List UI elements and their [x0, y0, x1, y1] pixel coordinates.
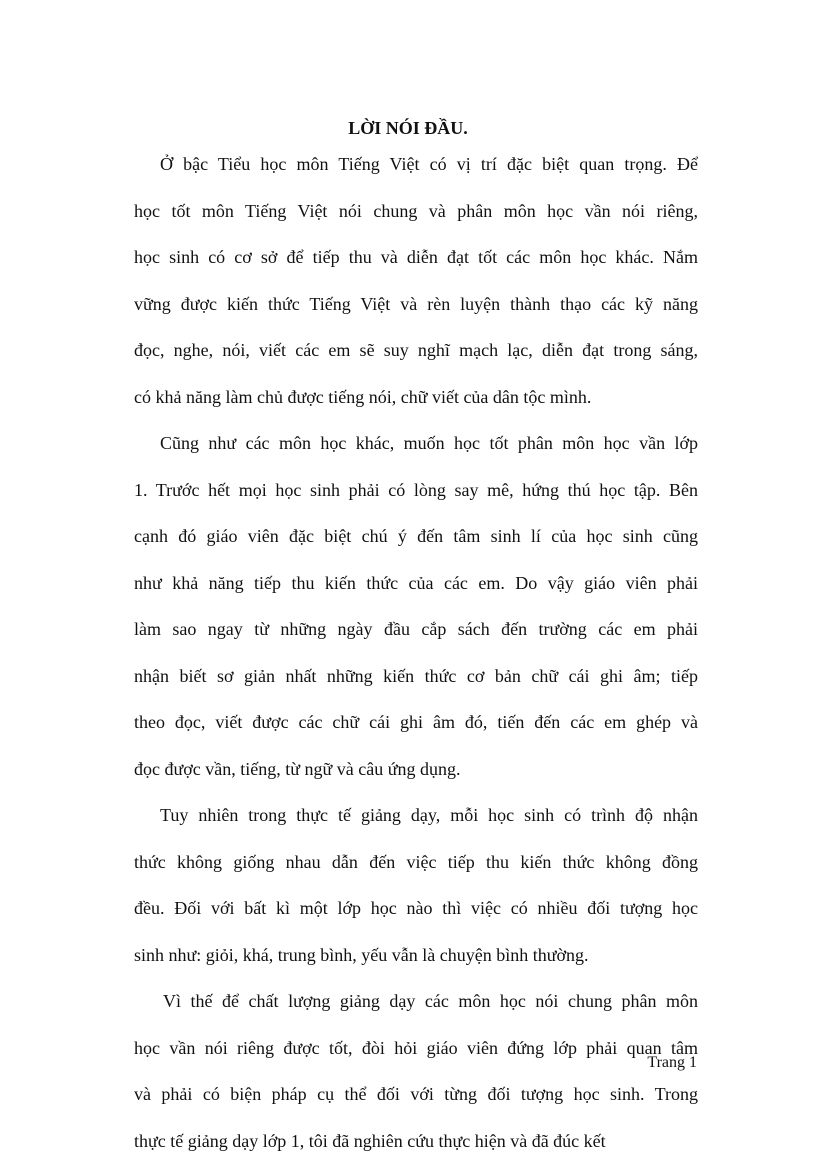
paragraph-2-line: làm sao ngay từ những ngày đầu cắp sách đến trường các em phải: [134, 619, 698, 639]
paragraph-3-line: thức không giống nhau dẫn đến việc tiếp thu kiến thức không đồng: [134, 851, 698, 872]
paragraph-2-line: đọc được vần, tiếng, từ ngữ và câu ứng dụng.: [134, 758, 461, 779]
paragraph-1-line: học sinh có cơ sở để tiếp thu và diễn đạt tốt các môn học khác. Nắm: [134, 247, 698, 267]
paragraph-2-line: 1. Trước hết mọi học sinh phải có lòng say mê, hứng thú học tập. Bên: [134, 479, 698, 500]
paragraph-4-line: và phải có biện pháp cụ thể đối với từng đối tượng học sinh. Trong: [134, 1084, 698, 1104]
paragraph-4-line: học vần nói riêng được tốt, đòi hỏi giáo viên đứng lớp phải quan tâm: [134, 1037, 698, 1058]
paragraph-2-line: như khả năng tiếp thu kiến thức của các em. Do vậy giáo viên phải: [134, 572, 698, 593]
paragraph-1-line: đọc, nghe, nói, viết các em sẽ suy nghĩ mạch lạc, diễn đạt trong sáng,: [134, 340, 698, 360]
page-number: Trang 1: [647, 1054, 697, 1071]
paragraph-2-line: Cũng như các môn học khác, muốn học tốt phân môn học vần lớp: [160, 433, 698, 453]
paragraph-4-line: thực tế giảng dạy lớp 1, tôi đã nghiên cứu thực hiện và đã đúc kết: [134, 1130, 606, 1151]
paragraph-3-line: đều. Đối với bất kì một lớp học nào thì việc có nhiều đối tượng học: [134, 898, 698, 918]
paragraph-3-line: Tuy nhiên trong thực tế giảng dạy, mỗi học sinh có trình độ nhận: [160, 805, 698, 825]
page-title: LỜI NÓI ĐẦU.: [348, 118, 468, 138]
paragraph-1-line: học tốt môn Tiếng Việt nói chung và phân môn học vần nói riêng,: [134, 200, 698, 221]
paragraph-1-line: vững được kiến thức Tiếng Việt và rèn luyện thành thạo các kỹ năng: [134, 293, 698, 314]
paragraph-3-line: sinh như: giỏi, khá, trung bình, yếu vẫn là chuyện bình thường.: [134, 944, 589, 965]
paragraph-1-line: Ở bậc Tiểu học môn Tiếng Việt có vị trí đặc biệt quan trọng. Để: [160, 154, 698, 174]
paragraph-2-line: theo đọc, viết được các chữ cái ghi âm đó, tiến đến các em ghép và: [134, 712, 698, 732]
paragraph-2-line: cạnh đó giáo viên đặc biệt chú ý đến tâm sinh lí của học sinh cũng: [134, 526, 698, 546]
paragraph-2-line: nhận biết sơ giản nhất những kiến thức cơ bản chữ cái ghi âm; tiếp: [134, 665, 698, 686]
paragraph-1-line: có khả năng làm chủ được tiếng nói, chữ viết của dân tộc mình.: [134, 386, 592, 407]
paragraph-4-line: Vì thế để chất lượng giảng dạy các môn học nói chung phân môn: [163, 991, 698, 1011]
